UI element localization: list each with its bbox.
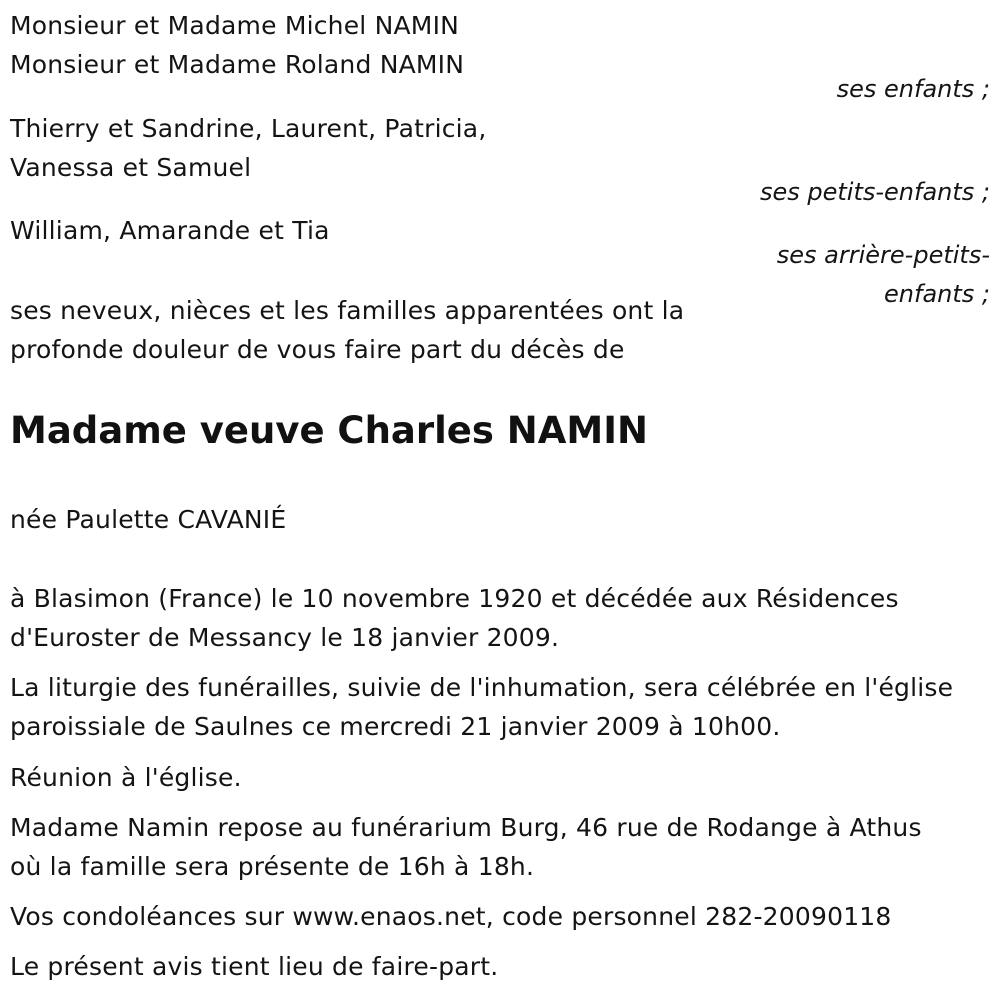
funeral-line-1: La liturgie des funérailles, suivie de l'inhumation, sera célébrée en l'église <box>10 673 954 702</box>
child-line-2: Monsieur et Madame Roland NAMIN <box>10 50 465 79</box>
repose-line-2: où la famille sera présente de 16h à 18h. <box>10 852 535 881</box>
grandchild-line-2: Vanessa et Samuel <box>10 153 252 182</box>
deceased-name: Madame veuve Charles NAMIN <box>10 409 648 452</box>
maiden-name: née Paulette CAVANIÉ <box>10 505 287 534</box>
condolences-text: Vos condoléances sur www.enaos.net, code personnel 282-20090118 <box>10 902 892 931</box>
grandchildren-role: ses petits-enfants ; <box>759 178 990 206</box>
birth-death-line-2: d'Euroster de Messancy le 18 janvier 2009. <box>10 623 560 652</box>
great-grandchildren-role-line-2: enfants ; <box>884 280 990 308</box>
announcement-line-1: ses neveux, nièces et les familles apparentées ont la <box>10 296 685 325</box>
notice-text: Le présent avis tient lieu de faire-part. <box>10 952 499 981</box>
birth-death-line-1: à Blasimon (France) le 10 novembre 1920 et décédée aux Résidences <box>10 584 899 613</box>
grandchild-line-1: Thierry et Sandrine, Laurent, Patricia, <box>10 114 487 143</box>
meeting-text: Réunion à l'église. <box>10 763 242 792</box>
repose-line-1: Madame Namin repose au funérarium Burg, 46 rue de Rodange à Athus <box>10 813 922 842</box>
child-line-1: Monsieur et Madame Michel NAMIN <box>10 11 460 40</box>
funeral-line-2: paroissiale de Saulnes ce mercredi 21 janvier 2009 à 10h00. <box>10 712 781 741</box>
great-grandchildren-role-line-1: ses arrière-petits- <box>776 241 990 269</box>
children-role: ses enfants ; <box>836 75 990 103</box>
announcement-line-2: profonde douleur de vous faire part du décès de <box>10 335 625 364</box>
great-grandchild-line: William, Amarande et Tia <box>10 216 330 245</box>
